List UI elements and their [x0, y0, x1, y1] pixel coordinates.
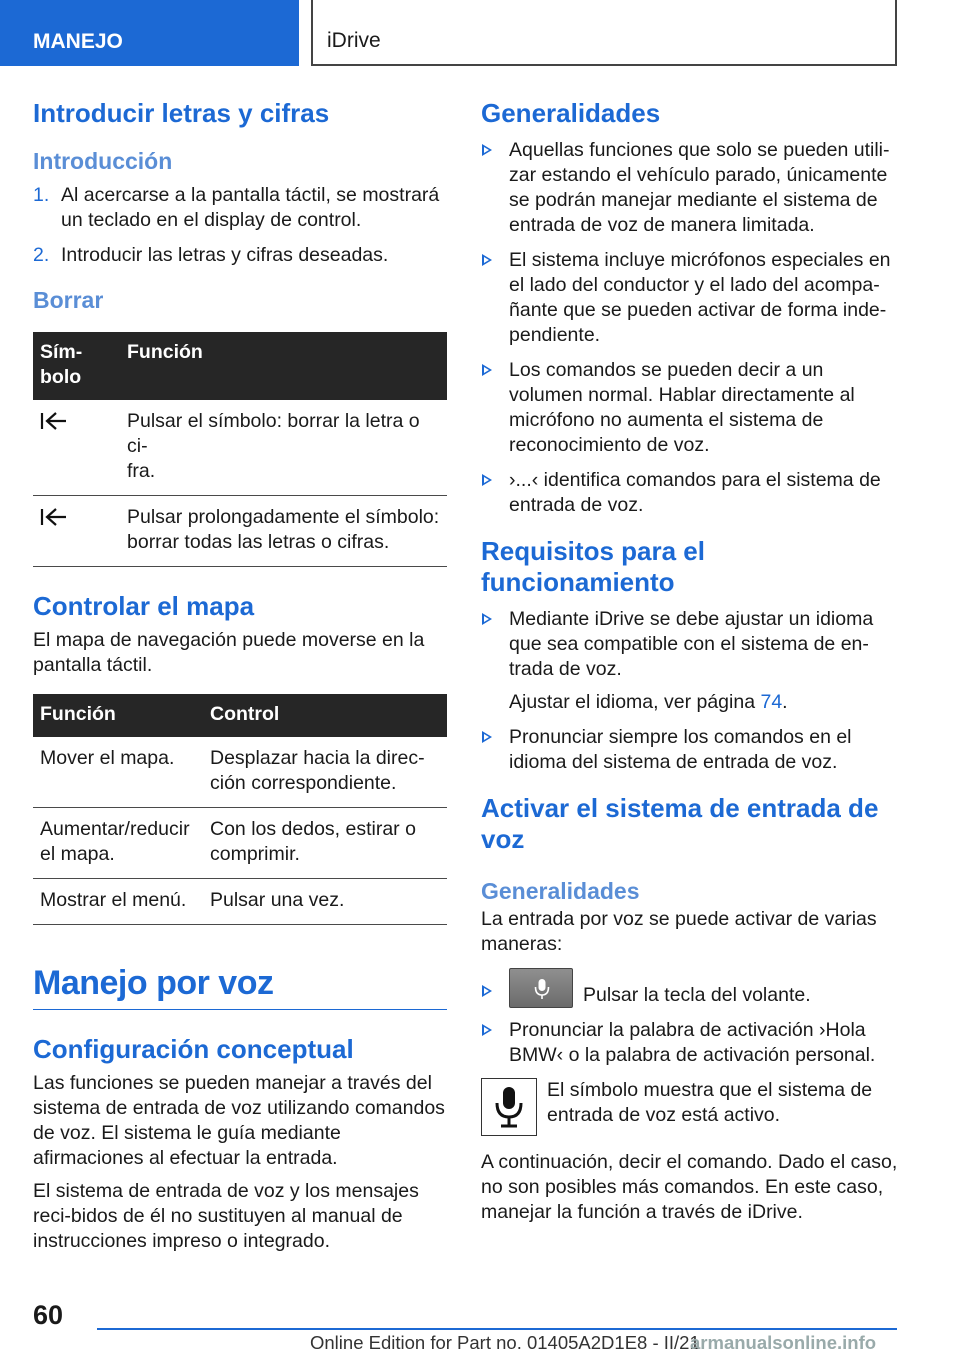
backspace-icon: [40, 411, 68, 431]
table-row: [33, 737, 447, 808]
backspace-icon: [40, 507, 68, 527]
list-item: El sistema incluye micrófonos especiales en el lado del conductor y el lado del acompa-ñante que se pueden activar de forma inde-pendiente.: [481, 248, 899, 348]
map-table: [33, 694, 447, 925]
page-header: [0, 0, 960, 66]
table-header: Función: [33, 694, 203, 737]
symbol-note: El símbolo muestra que el sistema de entrada de voz está activo.: [481, 1078, 899, 1136]
edition-text: Online Edition for Part no. 01405A2D1E8 - II/21: [310, 1332, 700, 1353]
bullet-triangle-icon: [482, 1024, 492, 1036]
intro-steps: [33, 183, 447, 268]
table-cell: Mover el mapa.: [33, 737, 203, 808]
borrar-table: [33, 332, 447, 567]
table-cell: Con los dedos, estirar o comprimir.: [203, 808, 447, 879]
concept-paragraph: Las funciones se pueden manejar a través del sistema de entrada de voz utilizando comandos de voz. El sistema le guía mediante afirmaciones al efectuar la entrada.: [33, 1072, 445, 1169]
bullet-triangle-icon: [482, 254, 492, 266]
page-footer: [0, 1290, 960, 1362]
table-row: [33, 400, 447, 496]
bullet-triangle-icon: [482, 985, 492, 997]
requirements-list: [481, 607, 899, 775]
watermark: armanualsonline.info: [690, 1332, 877, 1353]
list-item: Pronunciar la palabra de activación ›Hola BMW‹ o la palabra de activación personal.: [481, 1018, 899, 1068]
list-item: Aquellas funciones que solo se pueden utili-zar estando el vehículo parado, únicamente se podrán manejar mediante el sistema de entrada de voz de manera limitada.: [481, 138, 899, 238]
table-cell: Aumentar/reducir el mapa.: [33, 808, 203, 879]
list-item: Los comandos se pueden decir a un volumen normal. Hablar directamente al micrófono no aumenta el sistema de reconocimiento de voz.: [481, 358, 899, 458]
list-item: ›...‹ identifica comandos para el sistema de entrada de voz.: [481, 468, 899, 518]
activate-title: Activar el sistema de entrada de voz: [481, 793, 879, 854]
steering-wheel-voice-key-icon: [509, 968, 573, 1008]
table-cell: Pulsar prolongadamente el símbolo: borrar todas las letras o cifras.: [120, 496, 447, 567]
section-title: Introducir letras y cifras: [33, 98, 330, 128]
bullet-triangle-icon: [482, 364, 492, 376]
general-title: Generalidades: [481, 98, 661, 128]
table-cell: Desplazar hacia la direc- ción correspondiente.: [203, 737, 447, 808]
table-row: [33, 496, 447, 567]
bullet-triangle-icon: [482, 144, 492, 156]
bullet-triangle-icon: [482, 613, 492, 625]
page-link[interactable]: 74: [760, 691, 783, 713]
intro-heading: Introducción: [33, 148, 173, 174]
map-title: Controlar el mapa: [33, 591, 255, 621]
table-header: Control: [203, 694, 447, 737]
right-column: [481, 98, 899, 1225]
table-cell: Pulsar una vez.: [203, 879, 447, 925]
footer-divider: [97, 1328, 897, 1330]
requirements-title: Requisitos para el funcionamiento: [481, 536, 705, 597]
table-cell: Pulsar el símbolo: borrar la letra o ci- fra.: [120, 400, 447, 496]
table-cell: Mostrar el menú.: [33, 879, 203, 925]
list-item: Pulsar la tecla del volante.: [481, 967, 899, 1008]
table-header: Función: [120, 332, 447, 400]
concept-title: Configuración conceptual: [33, 1034, 354, 1064]
section-tab[interactable]: MANEJO: [0, 0, 299, 66]
activate-list: [481, 967, 899, 1068]
bullet-triangle-icon: [482, 731, 492, 743]
list-item: Pronunciar siempre los comandos en el idioma del sistema de entrada de voz.: [481, 725, 899, 775]
left-column: [33, 98, 447, 1254]
concept-paragraph: El sistema de entrada de voz y los mensajes reci-bidos de él no sustituyen al manual de instrucciones impreso o integrado.: [33, 1180, 419, 1252]
chapter-tab[interactable]: iDrive: [311, 0, 897, 66]
intro-step: 1. Al acercarse a la pantalla táctil, se mostrará un teclado en el display de control.: [33, 184, 440, 231]
list-item: Mediante iDrive se debe ajustar un idioma que sea compatible con el sistema de en-trada de voz. Ajustar el idioma, ver página 74.: [481, 607, 899, 715]
microphone-icon: [481, 1078, 537, 1136]
final-paragraph: A continuación, decir el comando. Dado el caso, no son posibles más comandos. En este caso, manejar la función a través de iDrive.: [481, 1151, 898, 1223]
voice-title: Manejo por voz: [33, 963, 447, 1010]
table-row: [33, 879, 447, 925]
borrar-heading: Borrar: [33, 287, 104, 313]
table-header: Sím- bolo: [33, 332, 120, 400]
table-row: [33, 808, 447, 879]
intro-step: 2. Introducir las letras y cifras deseadas.: [33, 244, 389, 266]
activate-subheading: Generalidades: [481, 878, 640, 904]
page-number: 60: [33, 1300, 64, 1330]
bullet-triangle-icon: [482, 474, 492, 486]
activate-intro: La entrada por voz se puede activar de varias maneras:: [481, 908, 877, 955]
map-intro: El mapa de navegación puede moverse en la pantalla táctil.: [33, 629, 425, 676]
general-list: [481, 138, 899, 518]
